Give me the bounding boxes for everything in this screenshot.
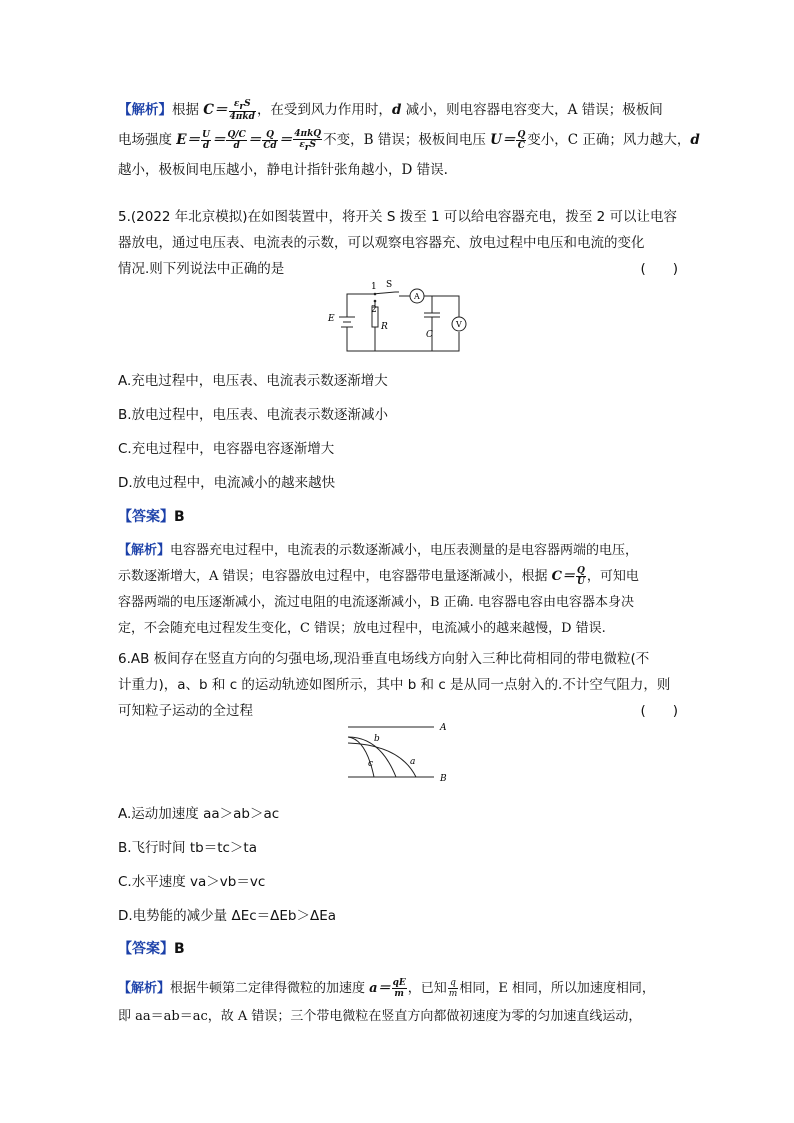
formula-voltage: U＝ $\frac{Q}{C}$	[490, 130, 526, 151]
q6-analysis-line2: 即 aa＝ab＝ac，故 A 错误；三个带电微粒在竖直方向都做初速度为零的匀加速直线运动，	[118, 1009, 642, 1024]
analysis-tag: 【解析】	[118, 102, 172, 118]
plate-b-label: B	[440, 774, 447, 784]
q6-stem-line2: 计重力)，a、b 和 c 的运动轨迹如图所示，其中 b 和 c 是从同一点射入的.不计空气阻力，则	[118, 677, 671, 693]
formula-voltage-q5: C＝ $\frac{Q}{U}$	[551, 566, 585, 587]
q5-option-c: C.充电过程中，电容器电容逐渐增大	[118, 441, 335, 457]
q6-analysis	[118, 974, 678, 1030]
q6-stem-line1: 6.AB 板间存在竖直方向的匀强电场,现沿垂直电场线方向射入三种比荷相同的带电微粒(不	[118, 651, 650, 667]
voltmeter-label: V	[456, 320, 462, 329]
plate-a-label: A	[440, 723, 447, 733]
terminal-1-label: 1	[371, 282, 377, 292]
q5-analysis-line1: 【解析】电容器充电过程中，电流表的示数逐渐减小，电压表测量的是电容器两端的电压，	[118, 543, 639, 558]
circuit-diagram	[320, 277, 470, 357]
q5-option-b: B.放电过程中，电压表、电流表示数逐渐减小	[118, 407, 389, 423]
q5-stem-line2: 器放电，通过电压表、电流表的示数，可以观察电容器充、放电过程中电压和电流的变化	[118, 235, 645, 251]
trajectory-c-label: c	[368, 759, 374, 769]
q6-stem	[118, 646, 678, 724]
q5-option-d: D.放电过程中，电流减小的越来越快	[118, 475, 336, 491]
q4-analysis-line2: 电场强度 E＝ $\frac{U}{d}$ ＝ $\frac{Q/C}{d}$ ＝ $\frac{Q}{Cd}$ ＝ $\frac{\text{4πkQ}}{\varepsilon_rS}$ 不变，B 错误；极板间电压 U＝ $\frac{Q}{C}$ 变小，C 正确；风力越大，d	[118, 128, 700, 153]
q6-analysis-line1: 【解析】根据牛顿第二定律得微粒的加速度 a＝ $\frac{qE}{m}$ ，已知 $\frac{q}{m}$ 相同，E 相同，所以加速度相同，	[118, 978, 655, 999]
q5-option-a: A.充电过程中，电压表、电流表示数逐渐增大	[118, 373, 388, 389]
q5-analysis	[118, 538, 678, 642]
q4-analysis	[118, 97, 700, 183]
q5-analysis-line2: 示数逐渐增大，A 错误；电容器放电过程中，电容器带电量逐渐减小，根据 C＝ $\frac{Q}{U}$ ，可知电	[118, 566, 639, 587]
q5-stem-line3: 情况.则下列说法中正确的是 ( )	[118, 256, 678, 282]
trajectory-a-label: a	[410, 757, 416, 767]
q6-option-d: D.电势能的减少量 ΔEc＝ΔEb＞ΔEa	[118, 908, 337, 924]
formula-field-strength: E＝ $\frac{U}{d}$ ＝ $\frac{Q/C}{d}$ ＝ $\frac{Q}{Cd}$ ＝ $\frac{\text{4πkQ}}{\varepsilon_rS}$	[176, 128, 322, 153]
q4-analysis-line3: 越小，极板间电压越小，静电计指针张角越小，D 错误.	[118, 162, 448, 178]
q5-answer: 【答案】B	[118, 509, 185, 525]
answer-blank: ( )	[640, 261, 678, 277]
formula-charge-mass-ratio: $\frac{q}{m}$	[448, 978, 458, 999]
trajectory-b-label: b	[374, 734, 380, 744]
q5-stem	[118, 204, 678, 282]
switch-label: S	[386, 280, 393, 290]
capacitor-label: C	[426, 330, 433, 340]
q4-analysis-line1: 【解析】根据 C＝ $\frac{\varepsilon_rS}{\text{4πkd}}$ ，在受到风力作用时，d 减小，则电容器电容变大，A 错误；极板间	[118, 98, 663, 123]
ammeter-label: A	[414, 292, 420, 301]
q6-stem-line3: 可知粒子运动的全过程 ( )	[118, 698, 678, 724]
q6-answer: 【答案】B	[118, 941, 185, 957]
formula-capacitance: C＝ $\frac{\varepsilon_rS}{\text{4πkd}}$	[203, 98, 255, 123]
q5-analysis-line4: 定，不会随充电过程发生变化，C 错误；放电过程中，电流减小的越来越慢，D 错误.	[118, 621, 606, 636]
trajectory-diagram	[340, 719, 460, 785]
q5-stem-line1: 5.(2022 年北京模拟)在如图装置中，将开关 S 拨至 1 可以给电容器充电，拨至 2 可以让电容	[118, 209, 678, 225]
q6-option-c: C.水平速度 va＞vb＝vc	[118, 874, 266, 890]
q6-option-b: B.飞行时间 tb＝tc＞ta	[118, 840, 257, 856]
emf-label: E	[328, 314, 335, 324]
q5-analysis-line3: 容器两端的电压逐渐减小，流过电阻的电流逐渐减小，B 正确. 电容器电容由电容器本身决	[118, 595, 634, 610]
formula-acceleration: a＝ $\frac{qE}{m}$	[369, 978, 406, 999]
q6-option-a: A.运动加速度 aa＞ab＞ac	[118, 806, 280, 822]
terminal-2-label: 2	[371, 305, 377, 315]
answer-blank: ( )	[640, 703, 678, 719]
resistor-label: R	[381, 322, 388, 332]
